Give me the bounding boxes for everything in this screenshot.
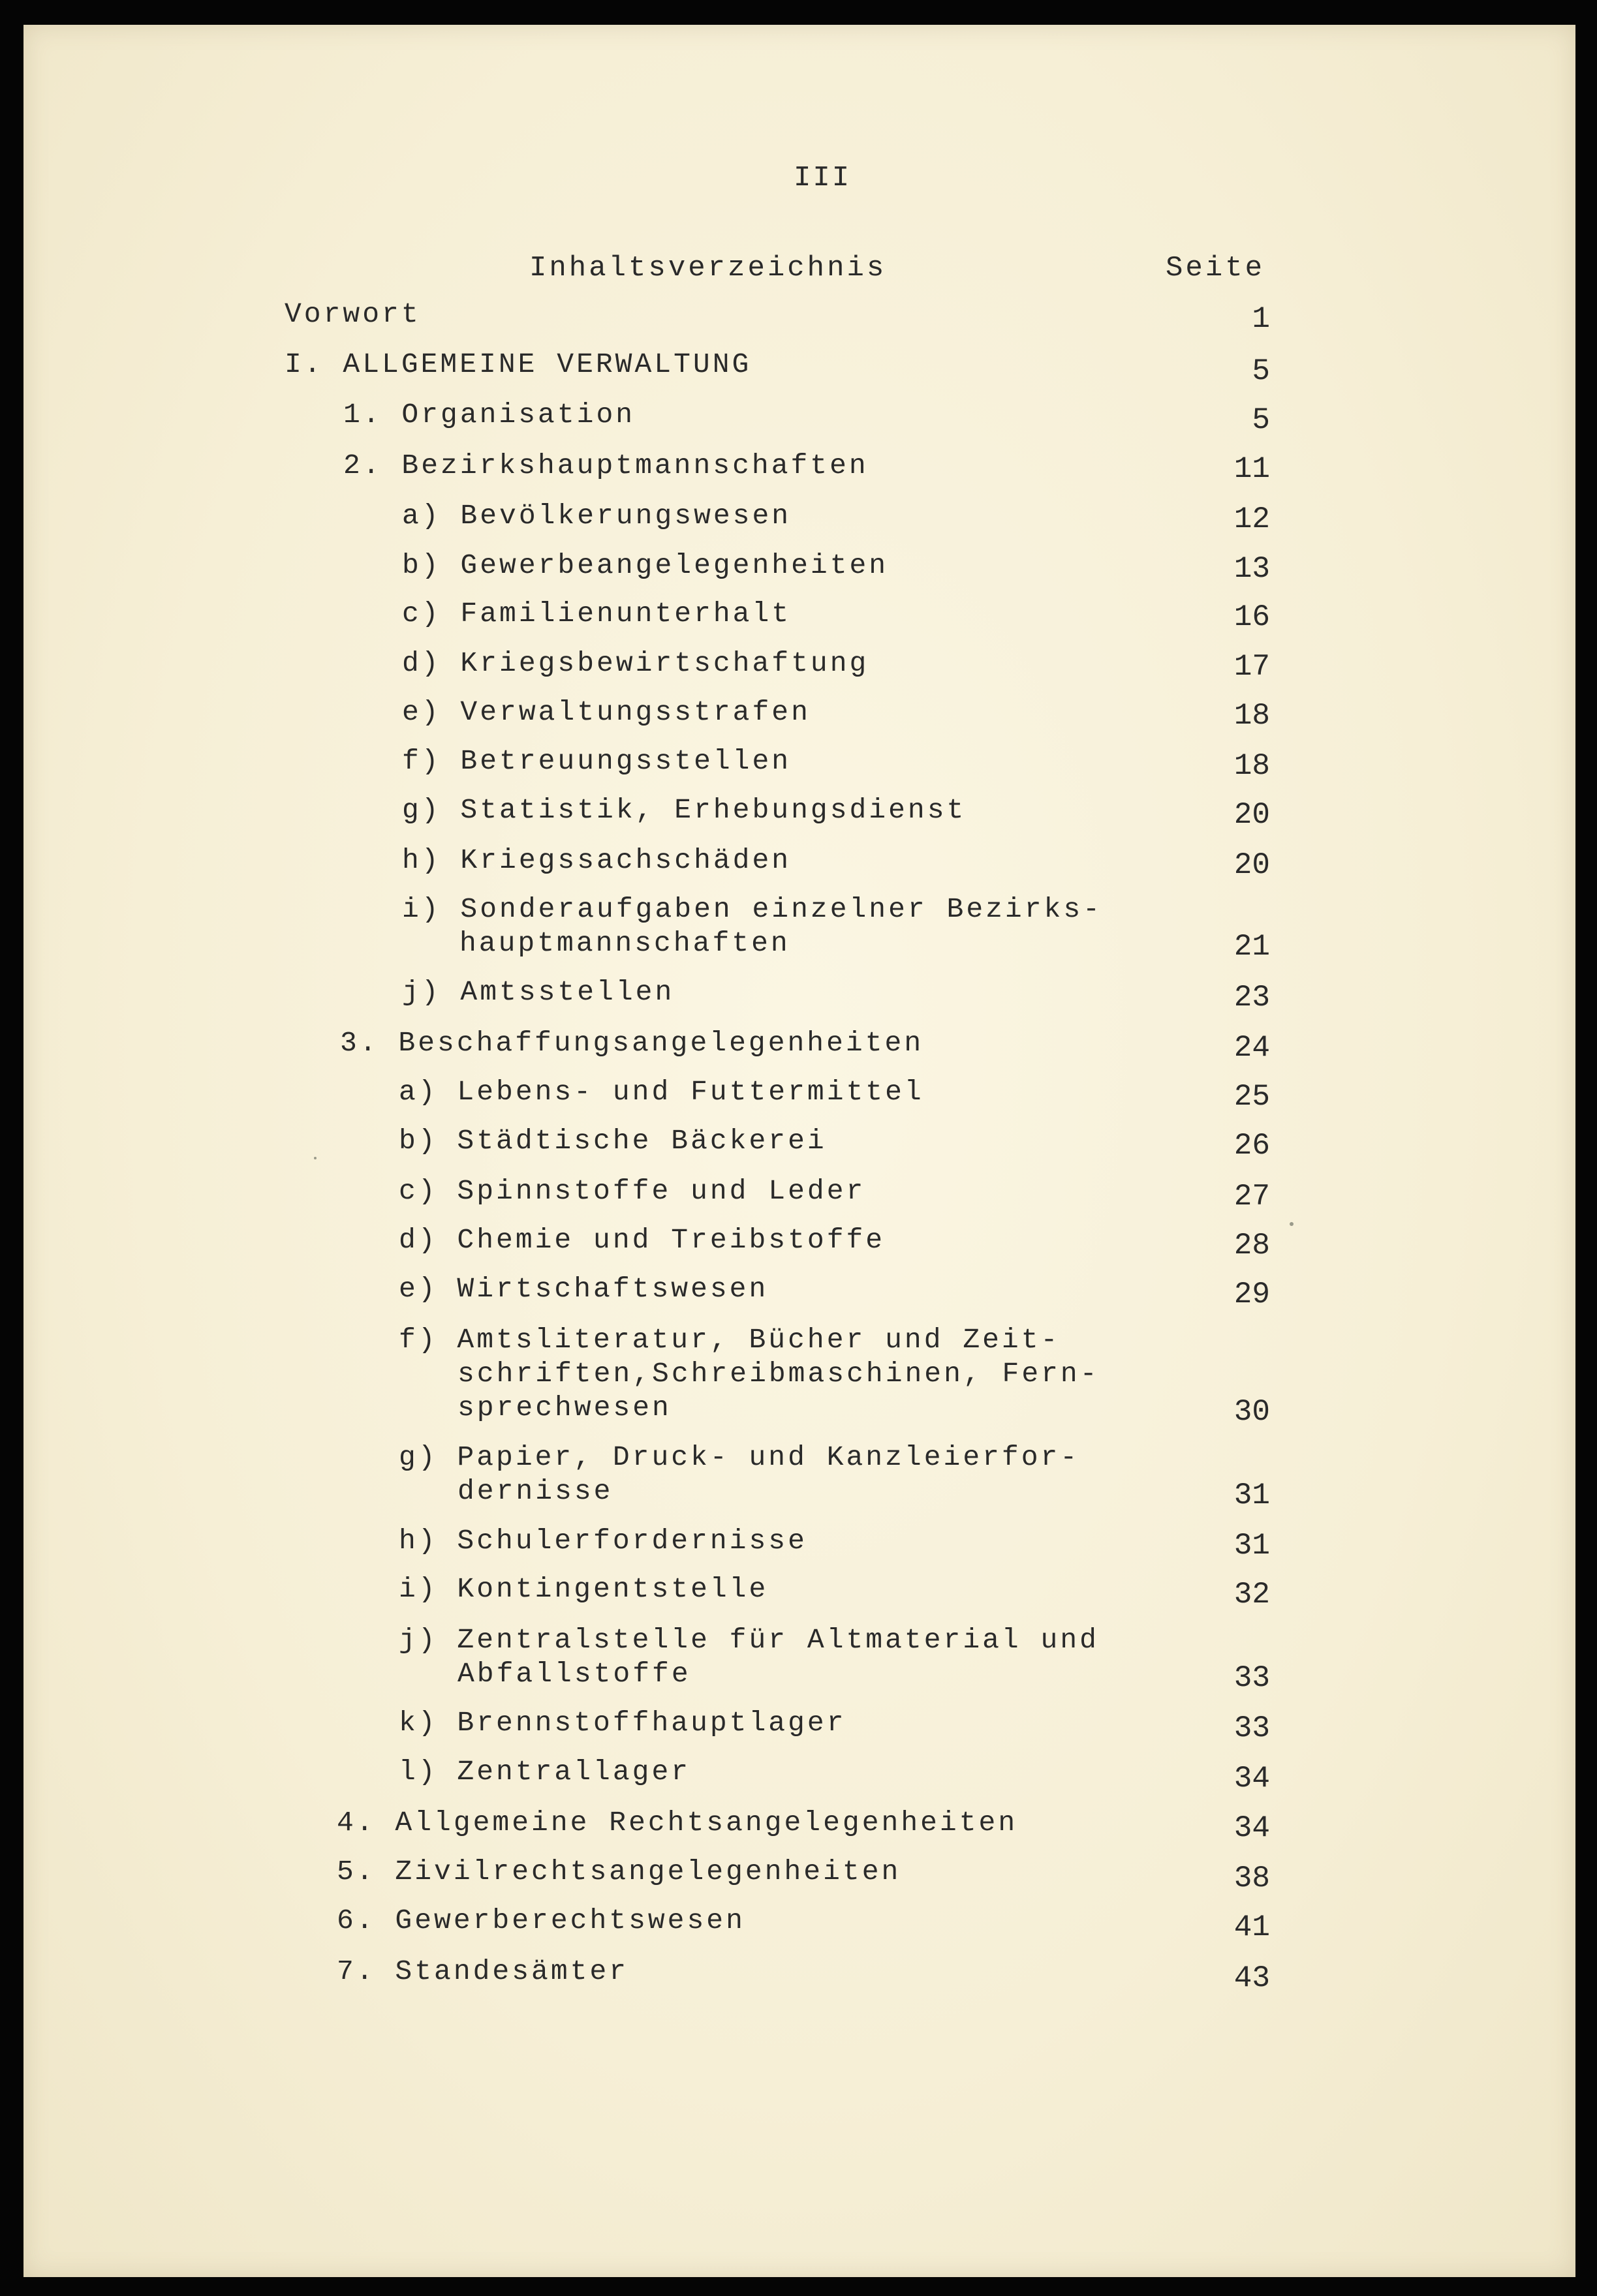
toc-page: 30 <box>1233 1395 1270 1429</box>
toc-page: 18 <box>1233 749 1270 783</box>
toc-entry: e) Verwaltungsstrafen <box>402 696 811 728</box>
toc-page: 20 <box>1233 848 1270 882</box>
toc-entry: 6. Gewerberechtswesen <box>337 1905 745 1936</box>
toc-page: 5 <box>1252 403 1270 437</box>
toc-page: 24 <box>1233 1031 1270 1065</box>
toc-page: 33 <box>1233 1711 1270 1745</box>
toc-entry: a) Bevölkerungswesen <box>402 500 792 532</box>
toc-entry: 3. Beschaffungsangelegenheiten <box>340 1027 924 1059</box>
toc-page: 12 <box>1233 502 1270 536</box>
toc-entry-continued: hauptmannschaften <box>459 927 790 959</box>
paper-speck <box>1290 1222 1294 1226</box>
toc-entry: l) Zentrallager <box>399 1756 691 1788</box>
toc-entry: c) Familienunterhalt <box>402 598 792 630</box>
toc-page: 27 <box>1233 1180 1270 1214</box>
toc-entry: i) Kontingentstelle <box>399 1573 769 1605</box>
toc-page: 31 <box>1233 1478 1270 1512</box>
toc-entry: b) Gewerbeangelegenheiten <box>402 549 889 581</box>
toc-page: 5 <box>1252 354 1270 388</box>
toc-entry-continued: dernisse <box>457 1475 613 1507</box>
toc-entry: a) Lebens- und Futtermittel <box>399 1076 924 1108</box>
toc-entry: 2. Bezirkshauptmannschaften <box>343 450 869 482</box>
toc-page: 18 <box>1233 699 1270 733</box>
toc-page: 20 <box>1233 798 1270 832</box>
toc-entry: d) Kriegsbewirtschaftung <box>402 647 869 679</box>
toc-page: 43 <box>1233 1961 1270 1995</box>
toc-entry: d) Chemie und Treibstoffe <box>399 1224 886 1256</box>
toc-page: 31 <box>1233 1529 1270 1563</box>
toc-entry-vorwort: Vorwort <box>285 298 421 330</box>
toc-page: 1 <box>1252 302 1270 336</box>
toc-entry-continued: Abfallstoffe <box>457 1658 691 1690</box>
toc-entry-continued: schriften,Schreibmaschinen, Fern- <box>457 1358 1100 1390</box>
toc-entry-section-i: I. ALLGEMEINE VERWALTUNG <box>285 348 752 380</box>
toc-page: 16 <box>1233 600 1270 634</box>
toc-entry: 5. Zivilrechtsangelegenheiten <box>337 1856 901 1888</box>
toc-page: 17 <box>1233 650 1270 684</box>
toc-entry: i) Sonderaufgaben einzelner Bezirks- <box>402 893 1102 925</box>
toc-page: 13 <box>1233 552 1270 586</box>
toc-page: 34 <box>1233 1811 1270 1845</box>
toc-entry: h) Kriegssachschäden <box>402 844 792 876</box>
page-column-header: Seite <box>1166 252 1265 284</box>
toc-entry: j) Amtsstellen <box>402 976 675 1008</box>
toc-entry: 7. Standesämter <box>337 1955 629 1987</box>
toc-entry-continued: sprechwesen <box>457 1392 672 1424</box>
toc-entry: f) Betreuungsstellen <box>402 745 792 777</box>
toc-entry: k) Brennstoffhauptlager <box>399 1707 846 1739</box>
toc-entry: 1. Organisation <box>343 399 636 431</box>
toc-page: 41 <box>1233 1910 1270 1944</box>
toc-page: 11 <box>1233 452 1270 486</box>
toc-page: 34 <box>1233 1762 1270 1796</box>
toc-entry: c) Spinnstoffe und Leder <box>399 1175 866 1207</box>
paper-speck <box>314 1157 317 1159</box>
page-number: III <box>794 162 852 194</box>
toc-page: 29 <box>1233 1278 1270 1311</box>
toc-page: 28 <box>1233 1229 1270 1263</box>
toc-title: Inhaltsverzeichnis <box>529 252 887 284</box>
toc-page: 26 <box>1233 1129 1270 1163</box>
document-page <box>23 25 1575 2277</box>
toc-page: 38 <box>1233 1861 1270 1895</box>
toc-entry: 4. Allgemeine Rechtsangelegenheiten <box>337 1807 1018 1839</box>
toc-page: 33 <box>1233 1661 1270 1695</box>
toc-page: 25 <box>1233 1080 1270 1114</box>
toc-entry: h) Schulerfordernisse <box>399 1525 807 1557</box>
toc-page: 23 <box>1233 981 1270 1015</box>
toc-entry: j) Zentralstelle für Altmaterial und <box>399 1624 1099 1656</box>
toc-entry: g) Papier, Druck- und Kanzleierfor- <box>399 1441 1080 1473</box>
toc-entry: b) Städtische Bäckerei <box>399 1125 827 1157</box>
toc-page: 32 <box>1233 1578 1270 1612</box>
toc-page: 21 <box>1233 930 1270 964</box>
toc-entry: f) Amtsliteratur, Bücher und Zeit- <box>399 1324 1061 1356</box>
toc-entry: e) Wirtschaftswesen <box>399 1273 769 1305</box>
toc-entry: g) Statistik, Erhebungsdienst <box>402 794 967 826</box>
